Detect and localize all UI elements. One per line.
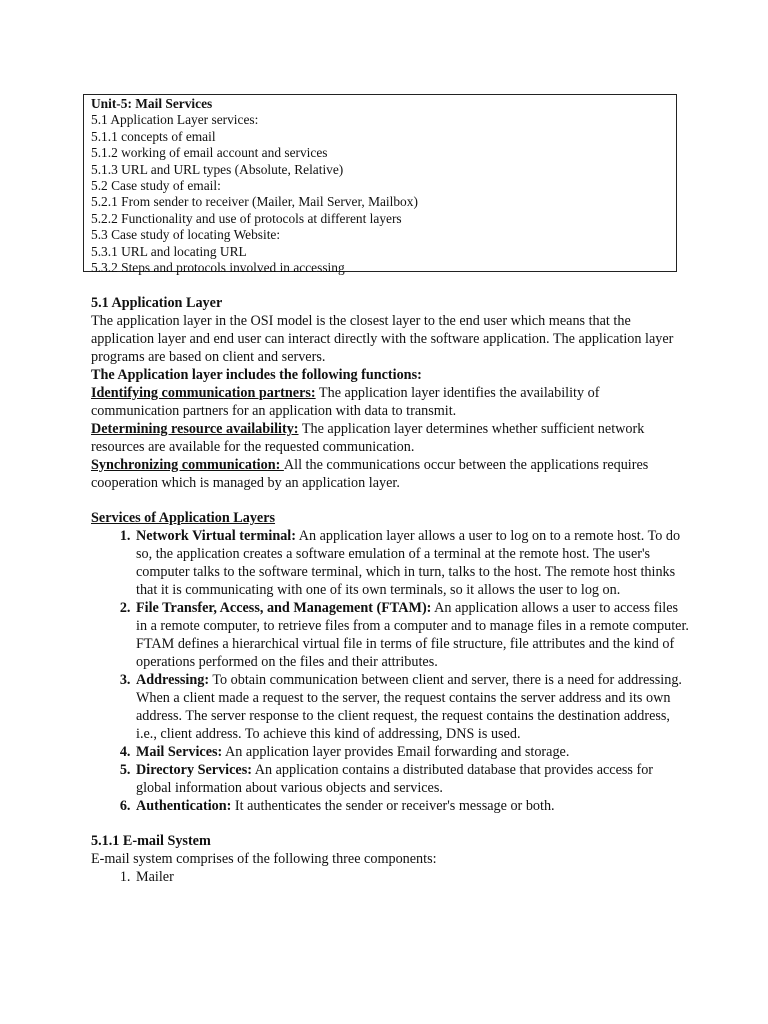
list-item	[134, 797, 691, 815]
unit-title: Unit-5: Mail Services	[91, 96, 213, 111]
section-heading: 5.1 Application Layer	[91, 295, 223, 311]
service-text: An application layer allows a user to log on to a remote host. To do so, the application creates a software emulation of a terminal at the remote host. The user's computer talks to the software terminal, which in turn, talks to the host. The remote host thinks that it is communicating with one of its own terminals, so it allows the user to log on.	[136, 528, 681, 598]
function-text: The application layer identifies the availability of communication partners for an application with data to transmit.	[91, 385, 600, 419]
toc-item: 5.1.1 concepts of email	[91, 128, 216, 144]
list-item	[134, 599, 691, 671]
toc-item: 5.2 Case study of email:	[91, 178, 221, 194]
email-intro: E-mail system comprises of the following three components:	[91, 851, 437, 867]
email-heading: 5.1.1 E-mail System	[91, 833, 211, 849]
function-paragraph	[91, 384, 691, 420]
list-item	[134, 743, 691, 761]
toc-item: 5.3.2 Steps and protocols involved in accessing	[91, 260, 345, 276]
function-paragraph	[91, 456, 691, 492]
service-term: Directory Services:	[136, 762, 252, 778]
service-term: Network Virtual terminal:	[136, 528, 296, 544]
toc-item: 5.1 Application Layer services:	[91, 112, 259, 128]
functions-heading: The Application layer includes the following functions:	[91, 367, 422, 383]
function-term: Identifying communication partners:	[91, 385, 316, 401]
function-paragraph	[91, 420, 691, 456]
service-text: An application allows a user to access files in a remote computer, to retrieve files from a computer and to manage files in a remote computer. FTAM defines a hierarchical virtual file in terms of file structure, file attributes and the kind of operations performed on the files and their attributes.	[136, 600, 689, 670]
toc-item: 5.1.3 URL and URL types (Absolute, Relative)	[91, 161, 344, 177]
toc-item: 5.2.2 Functionality and use of protocols at different layers	[91, 210, 402, 226]
service-text: To obtain communication between client and server, there is a need for addressing. When a client made a request to the server, the request contains the server address and its own address. The server response to the client request, the request contains the destination address, i.e., client address. To achieve this kind of addressing, DNS is used.	[136, 672, 682, 742]
document-body	[91, 294, 691, 886]
section-intro: The application layer in the OSI model is the closest layer to the end user which means that the application layer and end user can interact directly with the software application. The application layer programs are based on client and servers.	[91, 313, 674, 365]
list-item	[134, 527, 691, 599]
function-text: The application layer determines whether sufficient network resources are available for the requested communication.	[91, 421, 645, 455]
toc-item: 5.2.1 From sender to receiver (Mailer, Mail Server, Mailbox)	[91, 194, 418, 210]
function-text: All the communications occur between the applications requires cooperation which is managed by an application layer.	[91, 457, 649, 491]
unit-contents-box	[83, 94, 677, 276]
function-term: Synchronizing communication:	[91, 457, 284, 473]
function-term: Determining resource availability:	[91, 421, 299, 437]
email-components-list	[91, 868, 691, 886]
service-text: An application layer provides Email forwarding and storage.	[222, 744, 570, 760]
list-item	[134, 761, 691, 797]
service-text: It authenticates the sender or receiver's message or both.	[231, 798, 555, 814]
toc-item: 5.1.2 working of email account and services	[91, 145, 328, 161]
service-term: File Transfer, Access, and Management (FTAM):	[136, 600, 432, 616]
services-heading: Services of Application Layers	[91, 510, 276, 526]
toc-item: 5.3 Case study of locating Website:	[91, 227, 281, 243]
list-item: 1. Mailer	[134, 868, 691, 886]
services-list	[91, 527, 691, 815]
list-item	[134, 671, 691, 743]
service-term: Authentication:	[136, 798, 232, 814]
service-text: An application contains a distributed database that provides access for global information about various objects and services.	[136, 762, 654, 796]
toc-item: 5.3.1 URL and locating URL	[91, 243, 247, 259]
service-term: Mail Services:	[136, 744, 223, 760]
service-term: Addressing:	[136, 672, 210, 688]
